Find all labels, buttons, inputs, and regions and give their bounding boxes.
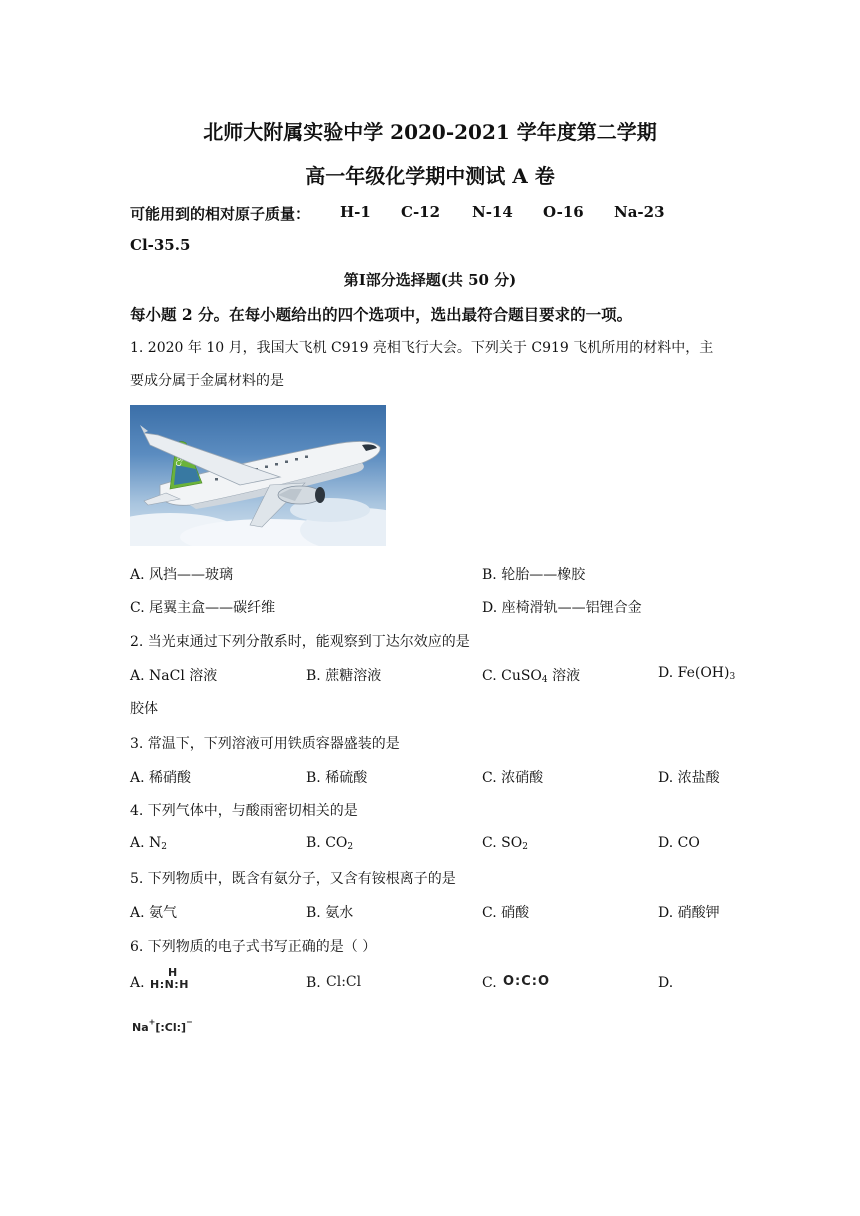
q2-option-d[interactable] bbox=[658, 665, 735, 682]
q4-option-b-sub: 2 bbox=[347, 842, 354, 852]
q1-stem-line2: 要成分属于金属材料的是 bbox=[130, 373, 284, 389]
q5-option-a[interactable]: A. 氨气 bbox=[130, 905, 178, 921]
q4-option-a[interactable] bbox=[130, 835, 167, 852]
exam-title-line2: 高一年级化学期中测试 A 卷 bbox=[305, 164, 555, 188]
q5-option-c[interactable]: C. 硝酸 bbox=[482, 905, 530, 921]
q6-formula-d-cation: Na bbox=[132, 1021, 149, 1034]
q3-option-a[interactable]: A. 稀硝酸 bbox=[130, 770, 192, 786]
q6-option-d[interactable]: D. bbox=[658, 975, 674, 991]
section-instruction: 每小题 2 分。在每小题给出的四个选项中，选出最符合题目要求的一项。 bbox=[130, 305, 633, 324]
q2-option-d-text: D. Fe(OH) bbox=[658, 665, 730, 681]
q6-option-b[interactable]: B. bbox=[306, 975, 321, 991]
atomic-mass-o: O-16 bbox=[543, 203, 584, 221]
q6-formula-b: Cl:Cl bbox=[326, 974, 362, 990]
atomic-mass-cl: Cl-35.5 bbox=[130, 236, 191, 254]
q2-option-c-text: C. CuSO bbox=[482, 668, 542, 684]
q6-option-c[interactable]: C. bbox=[482, 975, 497, 991]
q6-formula-c: O:C:O bbox=[503, 974, 551, 989]
q4-option-c[interactable] bbox=[482, 835, 528, 852]
q4-option-d[interactable]: D. CO bbox=[658, 835, 700, 851]
q6-stem: 6. 下列物质的电子式书写正确的是（ ） bbox=[130, 939, 377, 955]
atomic-mass-c: C-12 bbox=[401, 203, 441, 221]
q4-stem: 4. 下列气体中，与酸雨密切相关的是 bbox=[130, 803, 358, 819]
atomic-mass-h: H-1 bbox=[340, 203, 371, 221]
q4-option-c-text: C. SO bbox=[482, 835, 523, 851]
q2-option-d-wrap: 胶体 bbox=[130, 701, 158, 717]
atomic-mass-na: Na-23 bbox=[614, 203, 665, 221]
q5-option-d[interactable]: D. 硝酸钾 bbox=[658, 905, 720, 921]
q4-option-a-text: A. N bbox=[130, 835, 162, 851]
q6-formula-a-main: H:N:H bbox=[150, 978, 189, 991]
exam-title-line1: 北师大附属实验中学 2020-2021 学年度第二学期 bbox=[203, 120, 657, 144]
q1-option-c[interactable]: C. 尾翼主盒——碳纤维 bbox=[130, 600, 276, 616]
q2-option-a[interactable]: A. NaCl 溶液 bbox=[130, 668, 218, 684]
c919-airplane-image bbox=[130, 405, 386, 546]
q3-stem: 3. 常温下，下列溶液可用铁质容器盛装的是 bbox=[130, 736, 400, 752]
q2-option-c-tail: 溶液 bbox=[547, 668, 581, 684]
q2-option-c-sub: 4 bbox=[541, 675, 548, 685]
q6-option-a[interactable]: A. bbox=[130, 975, 145, 991]
atomic-mass-label: 可能用到的相对原子质量： bbox=[130, 205, 311, 223]
q3-option-c[interactable]: C. 浓硝酸 bbox=[482, 770, 544, 786]
q6-formula-d: Na+[:Cl:]− bbox=[132, 1017, 193, 1034]
q2-stem: 2. 当光束通过下列分散系时，能观察到丁达尔效应的是 bbox=[130, 634, 470, 650]
q4-option-a-sub: 2 bbox=[161, 842, 167, 852]
q1-stem-line1: 1. 2020 年 10 月，我国大飞机 C919 亮相飞行大会。下列关于 C919 飞机所用的材料中，主 bbox=[130, 340, 714, 356]
q6-formula-d-anion: [:Cl:] bbox=[155, 1021, 187, 1034]
q5-option-b[interactable]: B. 氨水 bbox=[306, 905, 354, 921]
q6-formula-a-top: H bbox=[168, 966, 178, 979]
q1-option-d[interactable]: D. 座椅滑轨——铝锂合金 bbox=[482, 600, 642, 616]
q1-option-a[interactable]: A. 风挡——玻璃 bbox=[130, 567, 234, 583]
section-title: 第Ⅰ部分选择题(共 50 分) bbox=[343, 271, 517, 289]
q3-option-b[interactable]: B. 稀硫酸 bbox=[306, 770, 368, 786]
atomic-mass-n: N-14 bbox=[472, 203, 513, 221]
q2-option-b[interactable]: B. 蔗糖溶液 bbox=[306, 668, 382, 684]
q2-option-c[interactable] bbox=[482, 665, 580, 685]
q5-stem: 5. 下列物质中，既含有氨分子，又含有铵根离子的是 bbox=[130, 871, 456, 887]
q2-option-d-sub: 3 bbox=[729, 672, 736, 682]
q4-option-c-sub: 2 bbox=[522, 842, 528, 852]
q4-option-b[interactable] bbox=[306, 835, 353, 852]
q4-option-b-text: B. CO bbox=[306, 835, 348, 851]
q3-option-d[interactable]: D. 浓盐酸 bbox=[658, 770, 720, 786]
q1-option-b[interactable]: B. 轮胎——橡胶 bbox=[482, 567, 586, 583]
